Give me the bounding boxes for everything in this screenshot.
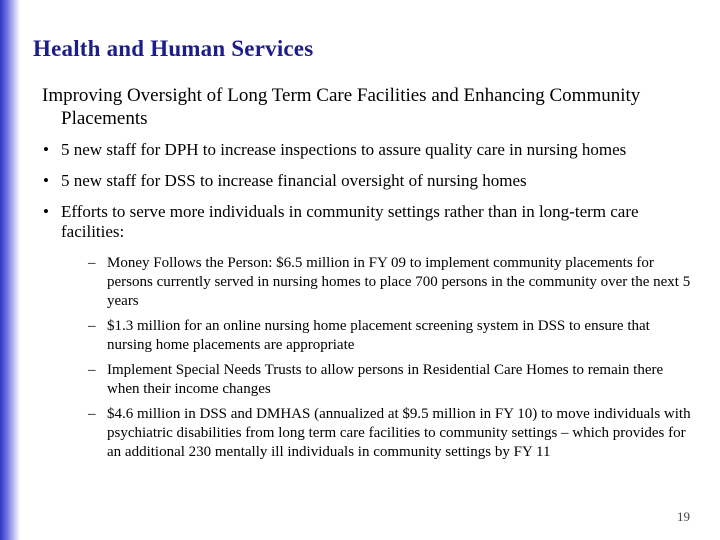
- sub-bullet-dash: –: [88, 362, 96, 378]
- sub-bullet-dash: –: [88, 255, 96, 271]
- sub-bullet-dash: –: [88, 318, 96, 334]
- slide-title: Health and Human Services: [33, 36, 314, 61]
- sub-bullet-list: [42, 254, 697, 462]
- bullet-item: [42, 202, 697, 242]
- slide-left-edge-gradient: [0, 0, 20, 540]
- bullet-dot: •: [43, 140, 49, 159]
- intro-heading: Improving Oversight of Long Term Care Facilities and Enhancing Community Placements: [42, 85, 641, 129]
- bullet-text: 5 new staff for DSS to increase financial oversight of nursing homes: [61, 171, 527, 190]
- bullet-text: Efforts to serve more individuals in community settings rather than in long-term care facilities:: [61, 202, 639, 241]
- sub-bullet-text: Implement Special Needs Trusts to allow persons in Residential Care Homes to remain there when their income changes: [107, 362, 664, 397]
- sub-bullet-dash: –: [88, 406, 96, 422]
- sub-bullet-text: $1.3 million for an online nursing home placement screening system in DSS to ensure that nursing home placements are appropriate: [107, 318, 650, 353]
- sub-bullet-text: Money Follows the Person: $6.5 million in FY 09 to implement community placements for persons currently served in nursing homes to place 700 persons in the community over the next 5 years: [107, 255, 691, 309]
- page-number: 19: [677, 509, 690, 524]
- sub-bullet-item: [88, 405, 697, 462]
- sub-bullet-text: $4.6 million in DSS and DMHAS (annualized at $9.5 million in FY 10) to move individuals with psychiatric disabilities from long term care facilities to community settings – which provides for an additional 230 mentally ill individuals in community settings by FY 11: [107, 406, 691, 460]
- bullet-item: [42, 140, 697, 160]
- sub-bullet-item: [88, 254, 697, 311]
- bullet-dot: •: [43, 171, 49, 190]
- sub-bullet-item: [88, 361, 697, 399]
- sub-bullet-item: [88, 317, 697, 355]
- bullet-item: [42, 171, 697, 191]
- slide-content: [42, 84, 697, 468]
- bullet-text: 5 new staff for DPH to increase inspections to assure quality care in nursing homes: [61, 140, 627, 159]
- bullet-dot: •: [43, 202, 49, 221]
